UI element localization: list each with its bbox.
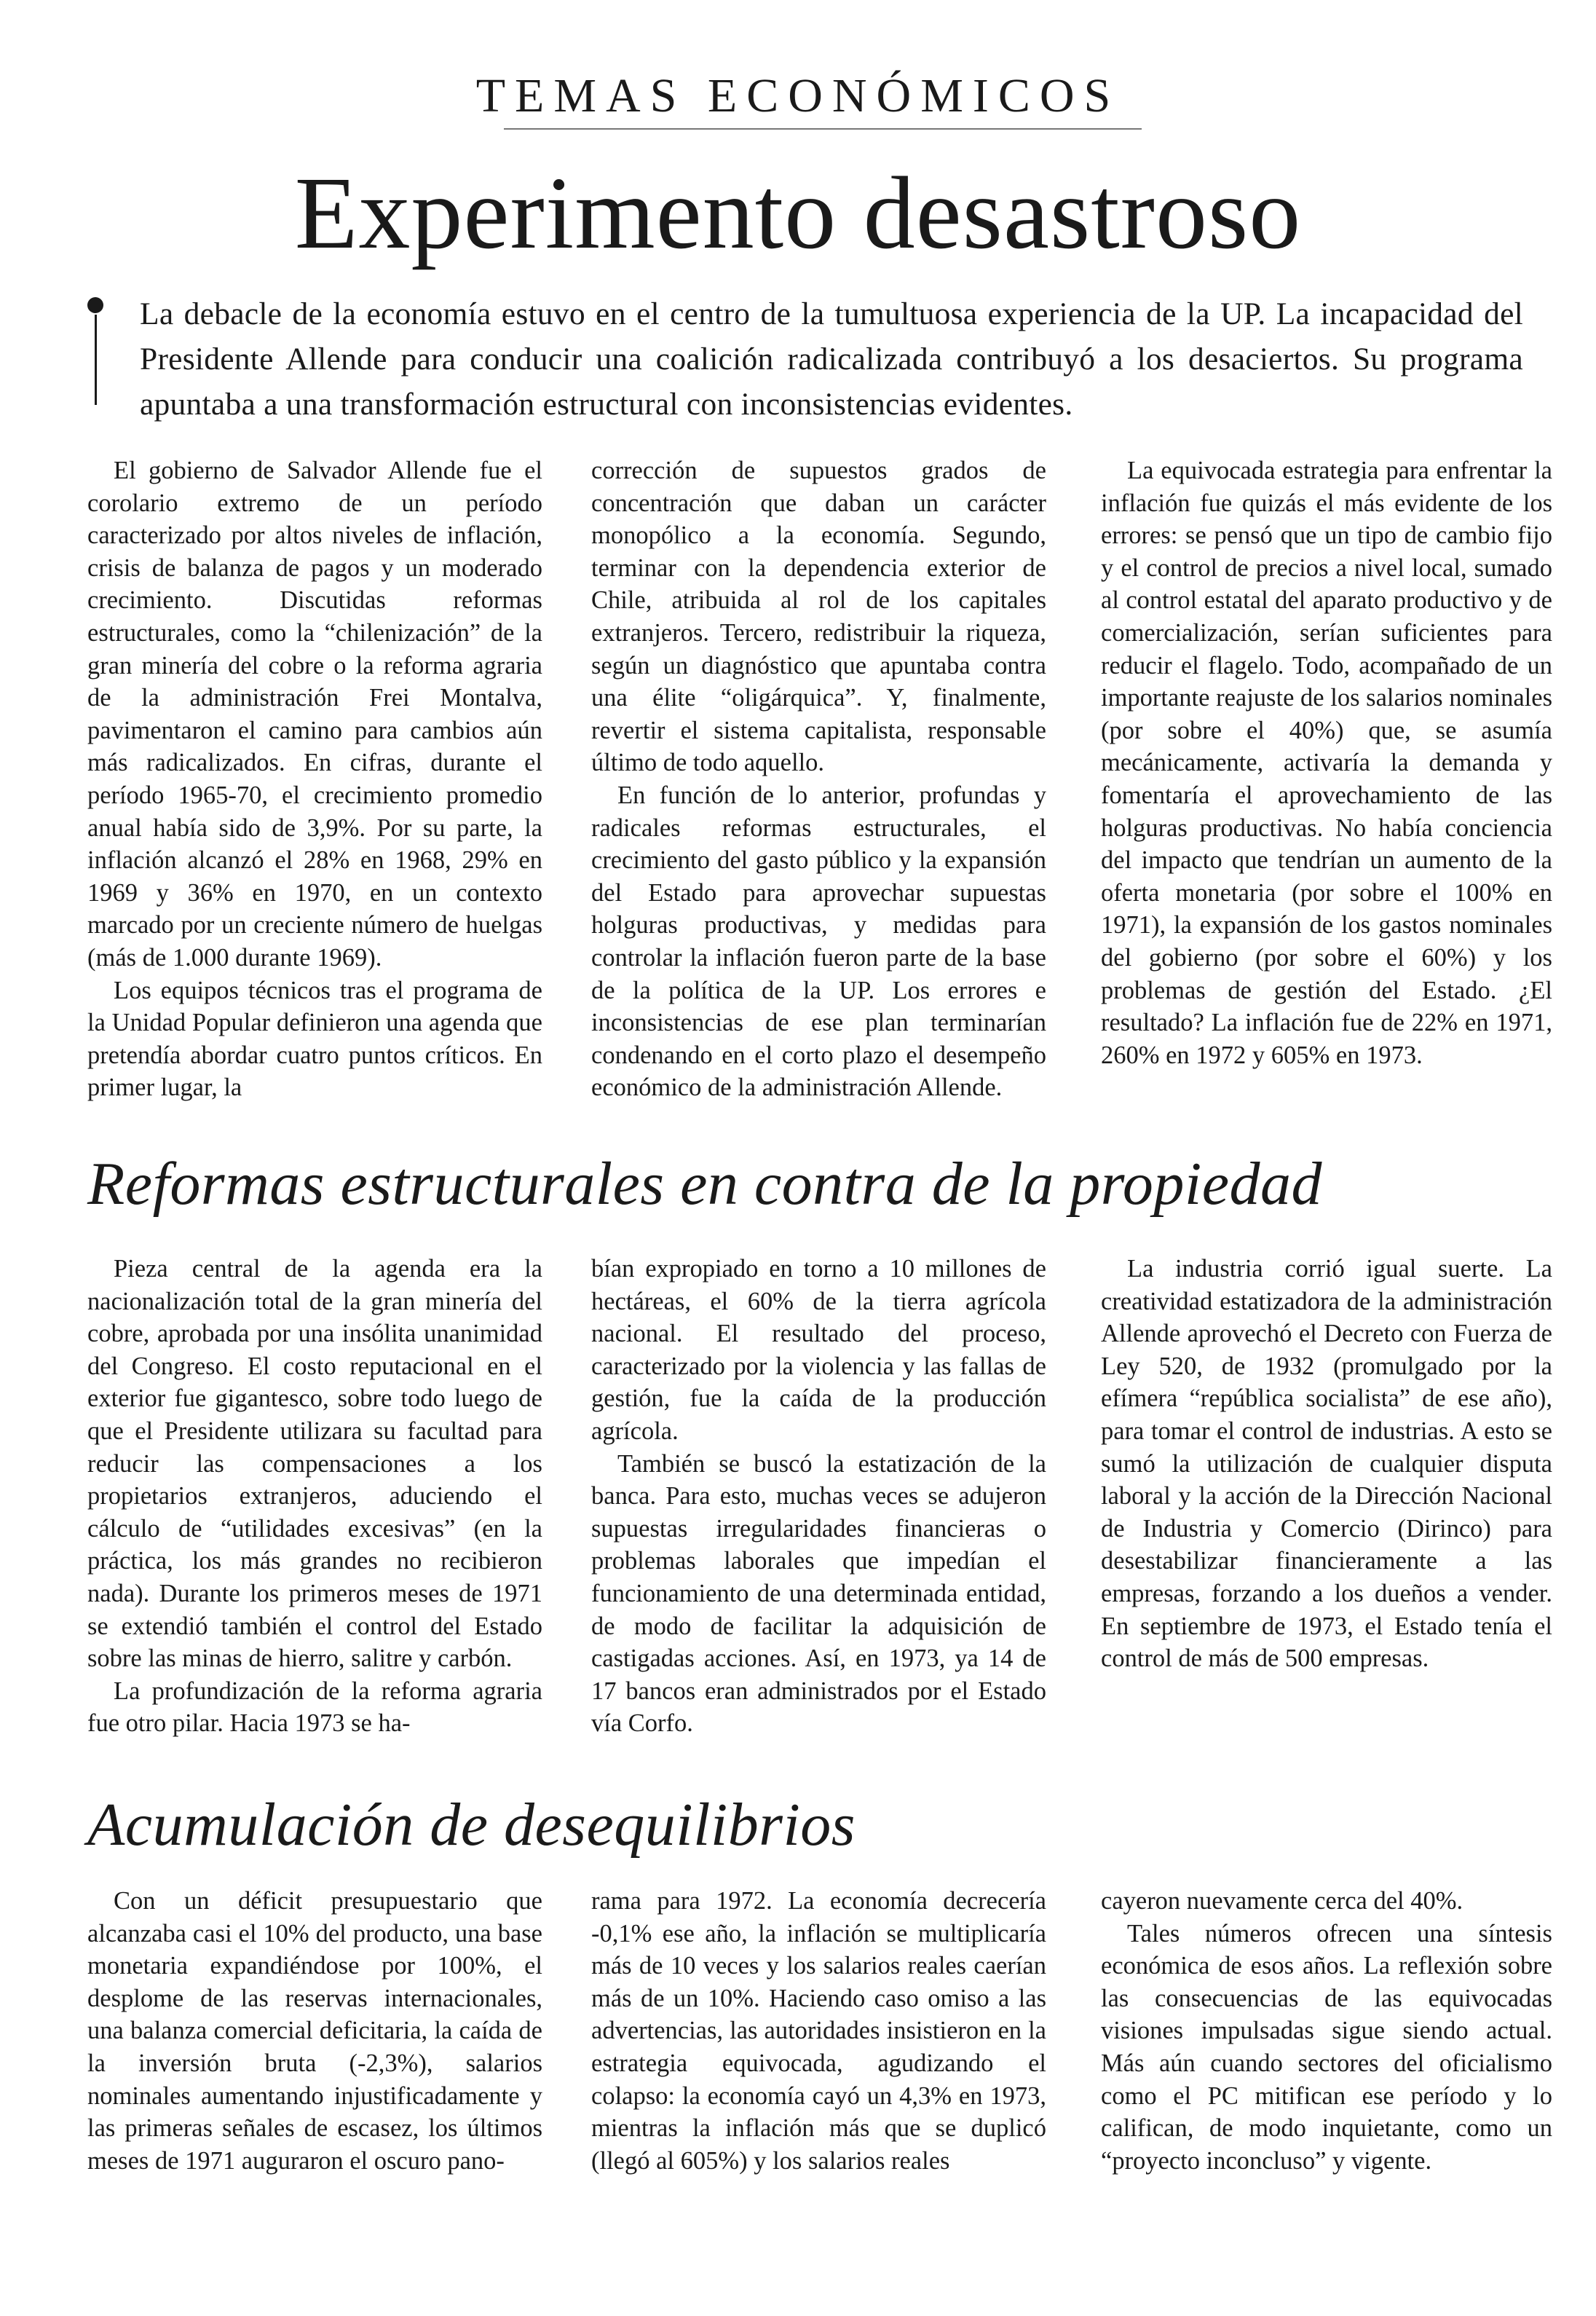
lead-dot (87, 297, 103, 313)
section1-column2 (591, 454, 1046, 1104)
subheading-desequilibrios: Acumulación de desequilibrios (87, 1791, 856, 1859)
paragraph: corrección de supuestos grados de concentración que daban un carácter monopólico a la economía. Segundo, terminar con la dependencia exterior de Chile, atribuida al rol de los capitales extranjeros. Tercero, redistribuir la riqueza, según un diagnóstico que apuntaba contra una élite “oligárquica”. Y, finalmente, revertir el sistema capitalista, responsable último de todo aquello. (591, 457, 1046, 777)
subheading-reformas: Reformas estructurales en contra de la propiedad (87, 1150, 1323, 1218)
section3-column1 (87, 1885, 542, 2177)
paragraph: cayeron nuevamente cerca del 40%. (1101, 1887, 1463, 1915)
section-label-rule (504, 128, 1142, 130)
paragraph: Tales números ofrecen una síntesis económica de esos años. La reflexión sobre las consecuencias de las equivocadas visiones impulsadas sigue siendo actual. Más aún cuando sectores del oficialismo como el PC mitifican ese período y lo califican, de modo inquietante, como un “proyecto inconcluso” y vigente. (1101, 1919, 1552, 2175)
lead-marker (87, 297, 106, 406)
paragraph: El gobierno de Salvador Allende fue el corolario extremo de un período caracterizado por altos niveles de inflación, crisis de balanza de pagos y un moderado crecimiento. Discutidas reformas estructurales, como la “chilenización” de la gran minería del cobre o la reforma agraria de la administración Frei Montalva, pavimentaron el camino para cambios aún más radicalizados. En cifras, durante el período 1965-70, el crecimiento promedio anual había sido de 3,9%. Por su parte, la inflación alcanzó el 28% en 1968, 29% en 1969 y 36% en 1970, en un contexto marcado por un creciente número de huelgas (más de 1.000 durante 1969). (87, 457, 542, 972)
paragraph: En función de lo anterior, profundas y radicales reformas estructurales, el crecimiento del gasto público y la expansión del Estado para aprovechar supuestas holguras productivas, y medidas para controlar la inflación fueron parte de la base de la política de la UP. Los errores e inconsistencias de ese plan terminarían condenando en el corto plazo el desempeño económico de la administración Allende. (591, 781, 1046, 1102)
paragraph: La equivocada estrategia para enfrentar la inflación fue quizás el más evidente de los errores: se pensó que un tipo de cambio fijo y el control de precios a nivel local, sumado al control estatal del aparato productivo y de comercialización, serían suficientes para reducir el flagelo. Todo, acompañado de un importante reajuste de los salarios nominales (por sobre el 40%) que, se asumía mecánicamente, activaría la demanda y fomentaría el aprovechamiento de las holguras productivas. No había conciencia del impacto que tendrían un aumento de la oferta monetaria (por sobre el 100% en 1971), la expansión de los gastos nominales del gobierno (por sobre el 60%) y los problemas de gestión del Estado. ¿El resultado? La inflación fue de 22% en 1971, 260% en 1972 y 605% en 1973. (1101, 457, 1552, 1069)
paragraph: Pieza central de la agenda era la nacionalización total de la gran minería del cobre, aprobada por una insólita unanimidad del Congreso. El costo reputacional en el exterior fue gigantesco, sobre todo luego de que el Presidente utilizara su facultad para reducir las compensaciones a los propietarios extranjeros, aduciendo el cálculo de “utilidades excesivas” (en la práctica, los más grandes no recibieron nada). Durante los primeros meses de 1971 se extendió también el control del Estado sobre las minas de hierro, salitre y carbón. (87, 1255, 542, 1673)
section-label: TEMAS ECONÓMICOS (475, 69, 1121, 122)
paragraph: La industria corrió igual suerte. La creatividad estatizadora de la administración Allende aprovechó el Decreto con Fuerza de Ley 520, de 1932 (promulgado por la efímera “república socialista” de ese año), para tomar el control de industrias. A esto se sumó la utilización de cualquier disputa laboral y la acción de la Dirección Nacional de Industria y Comercio (Dirinco) para desestabilizar financieramente a las empresas, forzando a los dueños a vender. En septiembre de 1973, el Estado tenía el control de más de 500 empresas. (1101, 1255, 1552, 1673)
section2-column2 (591, 1253, 1046, 1740)
paragraph: Con un déficit presupuestario que alcanzaba casi el 10% del producto, una base monetaria expandiéndose por 100%, el desplome de las reservas internacionales, una balanza comercial deficitaria, la caída de la inversión bruta (-2,3%), salarios nominales aumentando injustificadamente y las primeras señales de escasez, los últimos meses de 1971 auguraron el oscuro pano- (87, 1887, 542, 2175)
section1-column1 (87, 454, 542, 1104)
section1-column3 (1101, 454, 1552, 1071)
lead-stem (95, 315, 97, 405)
section2-column1 (87, 1253, 542, 1740)
paragraph: Los equipos técnicos tras el programa de la Unidad Popular definieron una agenda que pretendía abordar cuatro puntos críticos. En primer lugar, la (87, 976, 542, 1102)
paragraph: También se buscó la estatización de la banca. Para esto, muchas veces se adujeron supuestas irregularidades financieras o problemas laborales que impedían el funcionamiento de una determinada entidad, de modo de facilitar la adquisición de castigadas acciones. Así, en 1973, ya 14 de 17 bancos eran administrados por el Estado vía Corfo. (591, 1449, 1046, 1738)
paragraph: bían expropiado en torno a 10 millones de hectáreas, el 60% de la tierra agrícola nacional. El resultado del proceso, caracterizado por la violencia y las fallas de gestión, fue la caída de la producción agrícola. (591, 1255, 1046, 1445)
headline: Experimento desastroso (294, 155, 1302, 270)
lead-paragraph: La debacle de la economía estuvo en el centro de la tumultuosa experiencia de la UP. La incapacidad del Presidente Allende para conducir una coalición radicalizada contribuyó a los desaciertos. Su programa apuntaba a una transformación estructural con inconsistencias evidentes. (140, 296, 1523, 422)
paragraph: La profundización de la reforma agraria fue otro pilar. Hacia 1973 se ha- (87, 1677, 542, 1738)
section3-column3 (1101, 1885, 1552, 2177)
section3-column2 (591, 1885, 1046, 2177)
section2-column3 (1101, 1253, 1552, 1675)
paragraph: rama para 1972. La economía decrecería -0,1% ese año, la inflación se multiplicaría más de 10 veces y los salarios reales caerían más de un 10%. Haciendo caso omiso a las advertencias, las autoridades insistieron en la estrategia equivocada, agudizando el colapso: la economía cayó un 4,3% en 1973, mientras la inflación más que se duplicó (llegó al 605%) y los salarios reales (591, 1887, 1046, 2175)
